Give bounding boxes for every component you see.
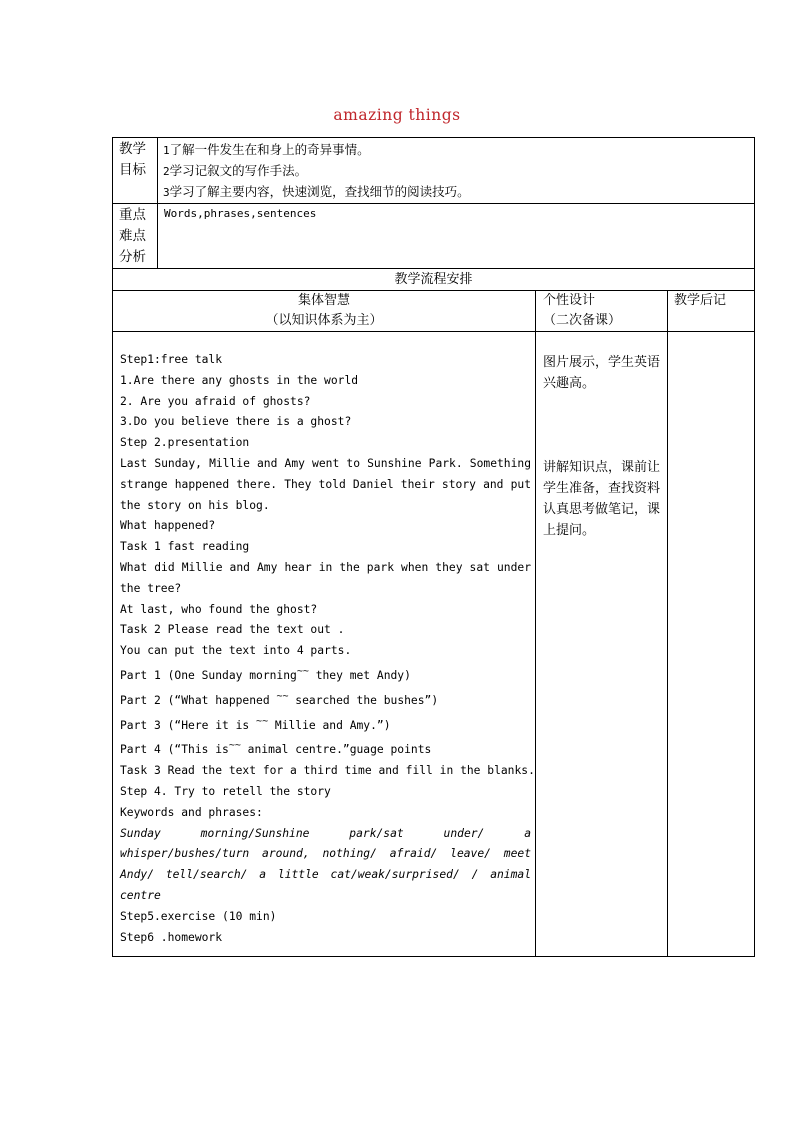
- personal-design-notes: [536, 332, 668, 957]
- flow-header-row: [113, 269, 755, 291]
- goal-item: 2学习记叙文的写作手法。: [163, 163, 308, 178]
- task1: Task 1 fast reading: [120, 540, 250, 554]
- what-happened: What happened?: [120, 519, 216, 533]
- column-header-row: [113, 291, 755, 332]
- key-points-content: Words,phrases,sentences: [158, 204, 755, 269]
- lesson-plan-table: [112, 137, 755, 957]
- collective-header: 集体智慧 （以知识体系为主）: [113, 291, 536, 332]
- question-3: 3.Do you believe there is a ghost?: [120, 415, 352, 429]
- question-1: 1.Are there any ghosts in the world: [120, 373, 359, 387]
- task1-question: What did Millie and Amy hear in the park when they sat under the tree?: [120, 560, 531, 595]
- goals-row: [113, 138, 755, 204]
- step4: Step 4. Try to retell the story: [120, 784, 331, 798]
- part-1: Part 1 (One Sunday morning~~ they met Andy): [120, 665, 411, 682]
- question-2: 2. Are you afraid of ghosts?: [120, 394, 311, 408]
- task2: Task 2 Please read the text out .: [120, 623, 345, 637]
- goal-item: 1了解一件发生在和身上的奇异事情。: [163, 142, 370, 157]
- part-3: Part 3 (“Here it is ~~ Millie and Amy.”): [120, 715, 391, 732]
- step5: Step5.exercise (10 min): [120, 909, 277, 923]
- passage: Last Sunday, Millie and Amy went to Sunshine Park. Something strange happened there. They told Daniel their story and put the story on his blog.: [120, 456, 531, 512]
- parts-intro: You can put the text into 4 parts.: [120, 644, 352, 658]
- step1: Step1:free talk: [120, 353, 223, 366]
- goals-label: 教学 目标: [113, 138, 158, 204]
- goal-item: 3学习了解主要内容，快速浏览，查找细节的阅读技巧。: [163, 184, 470, 199]
- goals-content: [158, 138, 755, 204]
- reflection-cell: [668, 332, 755, 957]
- keywords-label: Keywords and phrases:: [120, 805, 263, 819]
- document-title: amazing things: [333, 106, 461, 124]
- reflection-header: 教学后记: [668, 291, 755, 332]
- at-last: At last, who found the ghost?: [120, 602, 318, 616]
- step2: Step 2.presentation: [120, 436, 250, 450]
- step6: Step6 .homework: [120, 930, 223, 944]
- personal-header: 个性设计 （二次备课）: [536, 291, 668, 332]
- part-2: Part 2 (“What happened ~~ searched the bushes”): [120, 690, 439, 707]
- personal-note-2: 讲解知识点，课前让学生准备，查找资料认真思考做笔记，课上提问。: [543, 460, 661, 538]
- part-4: Part 4 (“This is~~ animal centre.”guage points: [120, 740, 432, 757]
- key-points-label: 重点 难点 分析: [113, 204, 158, 269]
- lesson-content: [113, 332, 536, 957]
- key-points-row: [113, 204, 755, 269]
- personal-note-1: 图片展示，学生英语兴趣高。: [543, 355, 661, 391]
- flow-header: 教学流程安排: [113, 269, 755, 291]
- task3: Task 3 Read the text for a third time and fill in the blanks.: [120, 764, 535, 778]
- keywords-list: Sunday morning/Sunshine park/sat under/ a whisper/bushes/turn around, nothing/ afraid/ leave/ meet Andy/ tell/search/ a little cat/weak/surprised/ / animal centre: [120, 826, 531, 902]
- content-row: [113, 332, 755, 957]
